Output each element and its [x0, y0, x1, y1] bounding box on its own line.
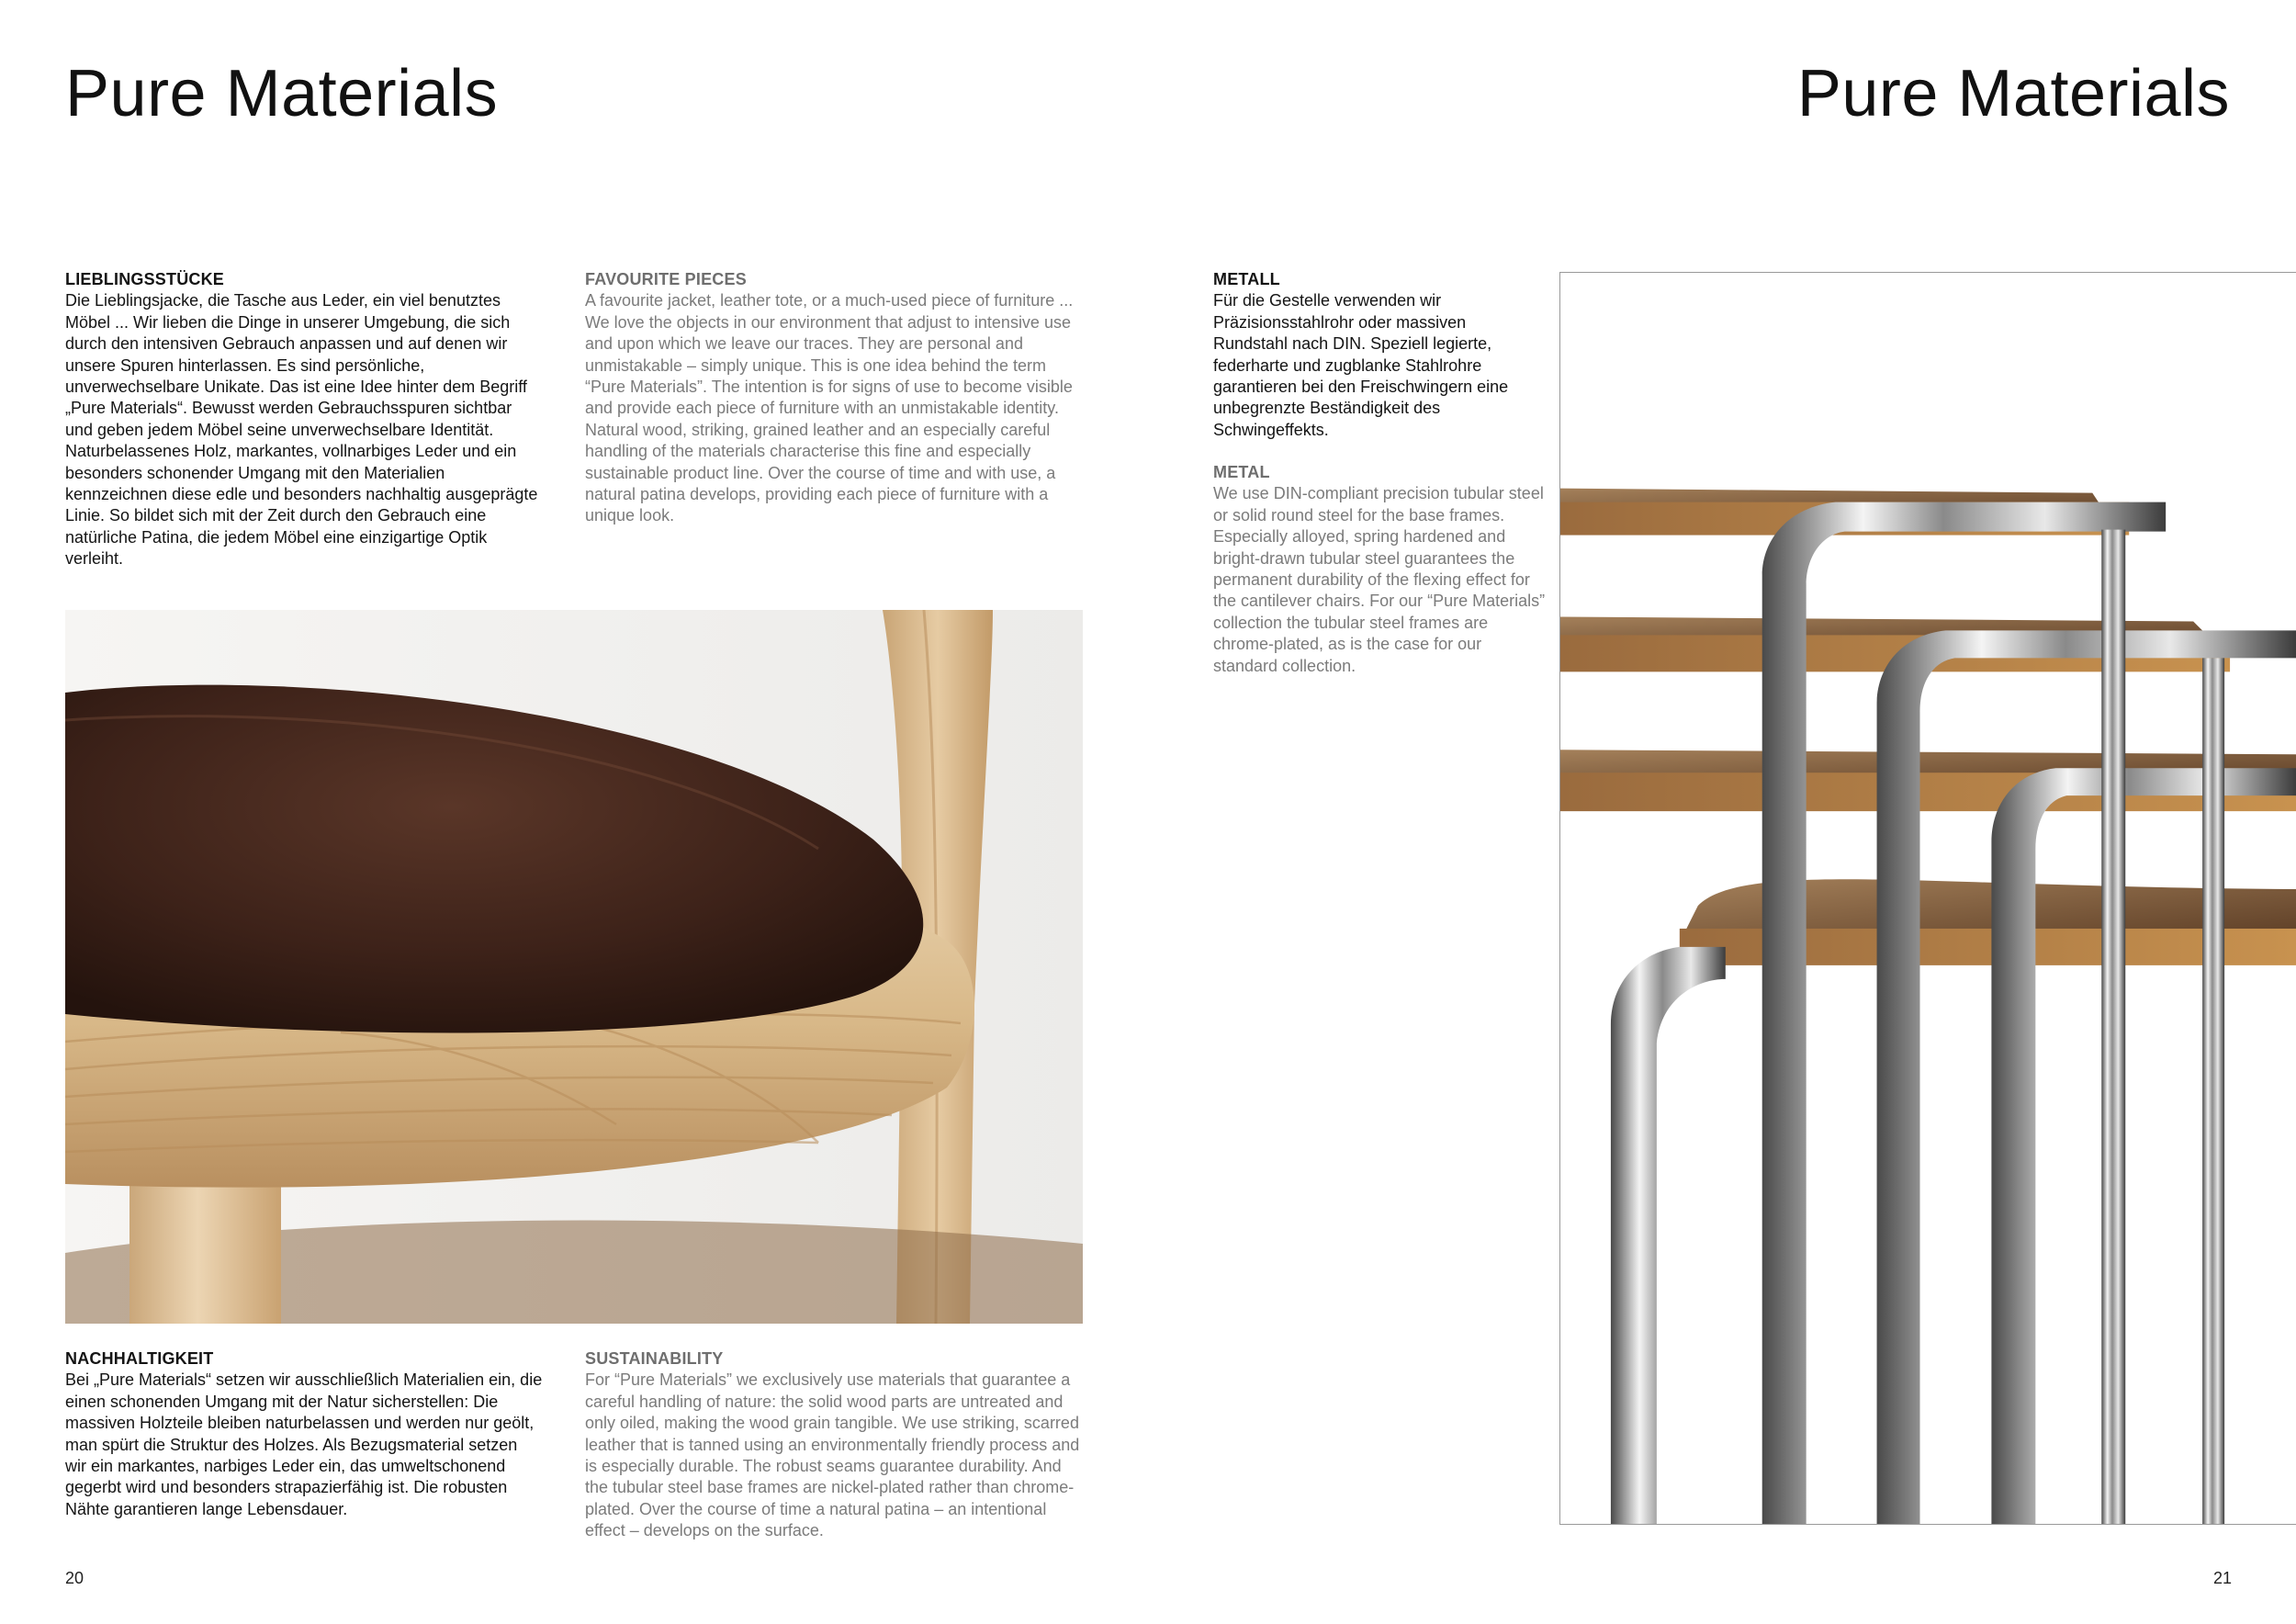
sustainability-english	[585, 1348, 1086, 1542]
right-page-title: Pure Materials	[1796, 57, 2230, 130]
section-heading-metall: METALL	[1213, 270, 1280, 288]
body-text-metall: Für die Gestelle verwenden wir Präzisionsstahlrohr oder massiven Rundstahl nach DIN. Speziell legierte, federharte und zugblanke Stahlrohre garantieren bei den Freischwingern eine unbegrenzte Beständigkeit des Schwingeffekts.	[1213, 291, 1509, 439]
section-heading-lieblingsstuecke: LIEBLINGSSTÜCKE	[65, 270, 225, 288]
metal-english	[1213, 462, 1548, 677]
page-number-right: 21	[2212, 1569, 2232, 1587]
chair-seat-photo	[65, 610, 1083, 1324]
nesting-tables-photo	[1559, 272, 2296, 1525]
left-page-title: Pure Materials	[65, 57, 499, 130]
section-heading-nachhaltigkeit: NACHHALTIGKEIT	[65, 1349, 214, 1368]
metal-german	[1213, 269, 1525, 441]
favourite-pieces-german	[65, 269, 543, 570]
sustainability-german	[65, 1348, 543, 1520]
section-heading-favourite-pieces: FAVOURITE PIECES	[585, 270, 747, 288]
section-heading-metal: METAL	[1213, 463, 1270, 481]
body-text-metal: We use DIN-compliant precision tubular steel or solid round steel for the base frames. Especially alloyed, spring hardened and bright-drawn tubular steel guarantees the permanent durability of the flexing effect for the cantilever chairs. For our “Pure Materials” collection the tubular steel frames are chrome-plated, as is the case for our standard collection.	[1213, 484, 1546, 675]
body-text-sustainability: For “Pure Materials” we exclusively use materials that guarantee a careful handling of nature: the solid wood parts are untreated and only oiled, making the wood grain tangible. We use striking, scarred leather that is tanned using an environmentally friendly process and is especially durable. The robust seams guarantee durability. And the tubular steel base frames are nickel-plated rather than chrome-plated. Over the course of time a natural patina – an intentional effect – develops on the surface.	[585, 1370, 1080, 1540]
body-text-nachhaltigkeit: Bei „Pure Materials“ setzen wir ausschließlich Materialien ein, die einen schonenden Umgang mit der Natur sicherstellen: Die massiven Holzteile bleiben naturbelassen und werden nur geölt, man spürt die Struktur des Holzes. Als Bezugsmaterial setzen wir ein markantes, narbiges Leder ein, das umweltschonend gegerbt wird und besonders strapazierfähig ist. Die robusten Nähte garantieren lange Lebensdauer.	[65, 1370, 543, 1518]
favourite-pieces-english	[585, 269, 1086, 527]
body-text-lieblingsstuecke: Die Lieblingsjacke, die Tasche aus Leder, ein viel benutztes Möbel ... Wir lieben die Dinge in unserer Umgebung, die sich durch den intensiven Gebrauch anpassen und auf denen wir unsere Spuren hinterlassen. Es sind persönliche, unverwechselbare Unikate. Das ist eine Idee hinter dem Begriff „Pure Materials“. Bewusst werden Gebrauchsspuren sichtbar und geben jedem Möbel seine unverwechselbare Identität. Naturbelassenes Holz, markantes, vollnarbiges Leder und ein besonders schonender Umgang mit den Materialien kennzeichnen diese edle und besonders nachhaltig ausgeprägte Linie. So bildet sich mit der Zeit durch den Gebrauch eine natürliche Patina, die jedem Möbel eine einzigartige Optik verleiht.	[65, 291, 538, 569]
page-number-left: 20	[65, 1569, 84, 1587]
body-text-favourite-pieces: A favourite jacket, leather tote, or a much-used piece of furniture ... We love the objects in our environment that adjust to intensive use and upon which we leave our traces. They are personal and unmistakable – simply unique. This is one idea behind the term “Pure Materials”. The intention is for signs of use to become visible and provide each piece of furniture with an unmistakable identity. Natural wood, striking, grained leather and an especially careful handling of the materials characterise this fine and especially sustainable product line. Over the course of time and with use, a natural patina develops, providing each piece of furniture with a unique look.	[585, 291, 1074, 525]
section-heading-sustainability: SUSTAINABILITY	[585, 1349, 724, 1368]
